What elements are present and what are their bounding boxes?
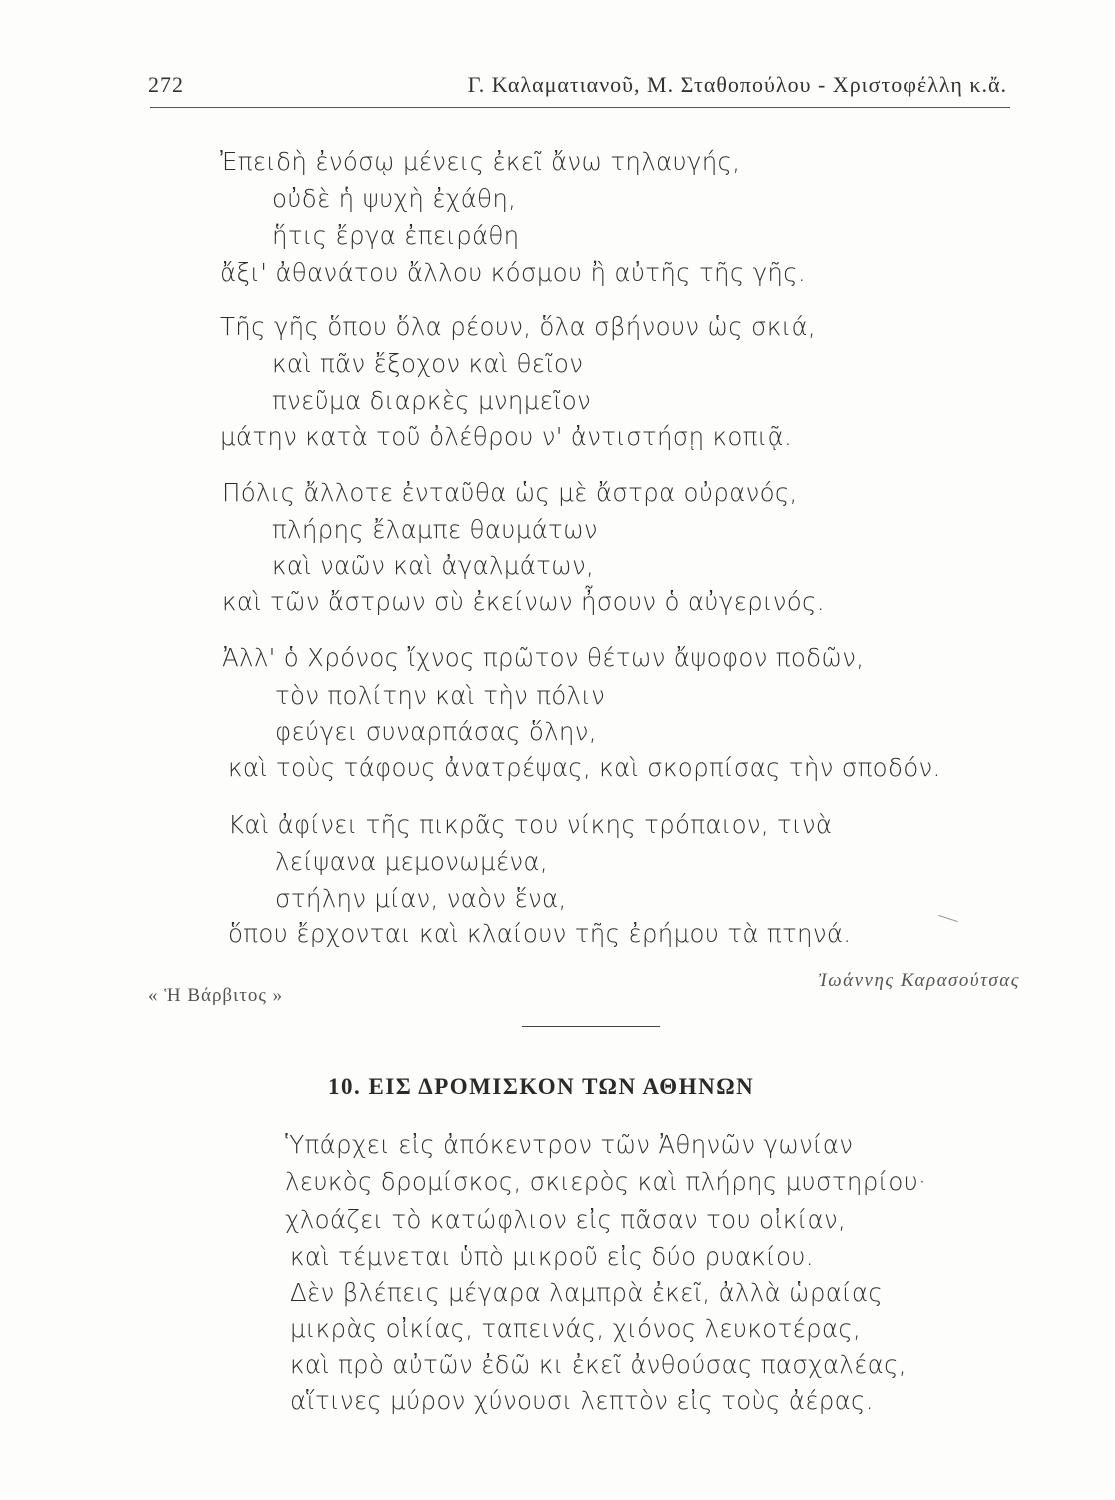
poem-line: μικρὰς οἰκίας, ταπεινάς, χιόνος λευκοτέρας, xyxy=(290,1314,862,1343)
poem-line: καὶ ναῶν καὶ ἀγαλμάτων, xyxy=(272,551,595,580)
poem-line: οὐδὲ ἡ ψυχὴ ἐχάθη, xyxy=(272,184,517,213)
poem-line: Καὶ ἀφίνει τῆς πικρᾶς του νίκης τρόπαιον, τινὰ xyxy=(228,810,833,839)
poem-line: καὶ πρὸ αὐτῶν ἐδῶ κι ἐκεῖ ἀνθούσας πασχαλέας, xyxy=(290,1350,907,1379)
running-head xyxy=(0,68,1115,104)
poem-line: ὅπου ἔρχονται καὶ κλαίουν τῆς ἐρήμου τὰ πτηνά. xyxy=(228,919,852,948)
poem-line: καὶ τοὺς τάφους ἀνατρέψας, καὶ σκορπίσας τὴν σποδόν. xyxy=(228,753,941,782)
poem-line: πνεῦμα διαρκὲς μνημεῖον xyxy=(272,386,592,415)
poem-line: Πόλις ἄλλοτε ἐνταῦθα ὡς μὲ ἄστρα οὐρανός, xyxy=(222,478,798,507)
poem-line: πλήρης ἔλαμπε θαυμάτων xyxy=(272,515,598,544)
poem-line: λευκὸς δρομίσκος, σκιερὸς καὶ πλήρης μυστηρίου· xyxy=(285,1167,927,1196)
poem-line: μάτην κατὰ τοῦ ὀλέθρου ν' ἀντιστήσῃ κοπιᾷ. xyxy=(220,422,793,451)
section-title: 10. ΕΙΣ ΔΡΟΜΙΣΚΟΝ ΤΩΝ ΑΘΗΝΩΝ xyxy=(328,1074,755,1099)
poem-line: καὶ τῶν ἄστρων σὺ ἐκείνων ἦσουν ὁ αὐγερινός. xyxy=(222,587,825,616)
running-head-title: Γ. Καλαματιανοῦ, Μ. Σταθοπούλου - Χριστοφέλλη κ.ἄ. xyxy=(467,72,1007,97)
poem-line: ἥτις ἔργα ἐπειράθη xyxy=(272,221,520,250)
poem-line: τὸν πολίτην καὶ τὴν πόλιν xyxy=(275,681,606,710)
poem-line: χλοάζει τὸ κατώφλιον εἰς πᾶσαν του οἰκίαν, xyxy=(285,1205,847,1234)
poem-line: Ἀλλ' ὁ Χρόνος ἴχνος πρῶτον θέτων ἄψοφον ποδῶν, xyxy=(222,643,865,672)
poem-source: « Ἡ Βάρβιτος » xyxy=(148,985,284,1006)
poem-line: Τῆς γῆς ὅπου ὅλα ρέουν, ὅλα σβήνουν ὡς σκιά, xyxy=(220,312,817,341)
poem-line: Ὑπάρχει εἰς ἀπόκεντρον τῶν Ἀθηνῶν γωνίαν xyxy=(285,1130,854,1159)
poem-line: καὶ πᾶν ἔξοχον καὶ θεῖον xyxy=(272,349,584,378)
page-number: 272 xyxy=(148,72,184,97)
poem-line: Δὲν βλέπεις μέγαρα λαμπρὰ ἐκεῖ, ἀλλὰ ὡραίας xyxy=(290,1278,884,1307)
poem-line: ἄξι' ἀθανάτου ἄλλου κόσμου ἢ αὐτῆς τῆς γῆς. xyxy=(220,258,806,287)
poem-line: αἵτινες μύρον χύνουσι λεπτὸν εἰς τοὺς ἀέρας. xyxy=(290,1386,874,1415)
header-rule xyxy=(150,107,1010,108)
margin-mark xyxy=(938,915,957,922)
section-divider xyxy=(522,1026,660,1027)
poem-line: στήλην μίαν, ναὸν ἕνα, xyxy=(275,884,567,913)
poem-author: Ἰωάννης Καρασούτσας xyxy=(818,970,1020,991)
poem-line: φεύγει συναρπάσας ὅλην, xyxy=(275,717,597,746)
poem-line: Ἐπειδὴ ἐνόσῳ μένεις ἐκεῖ ἄνω τηλαυγής, xyxy=(220,147,741,176)
poem-line: λείψανα μεμονωμένα, xyxy=(275,847,548,876)
poem-line: καὶ τέμνεται ὑπὸ μικροῦ εἰς δύο ρυακίου. xyxy=(290,1242,814,1271)
